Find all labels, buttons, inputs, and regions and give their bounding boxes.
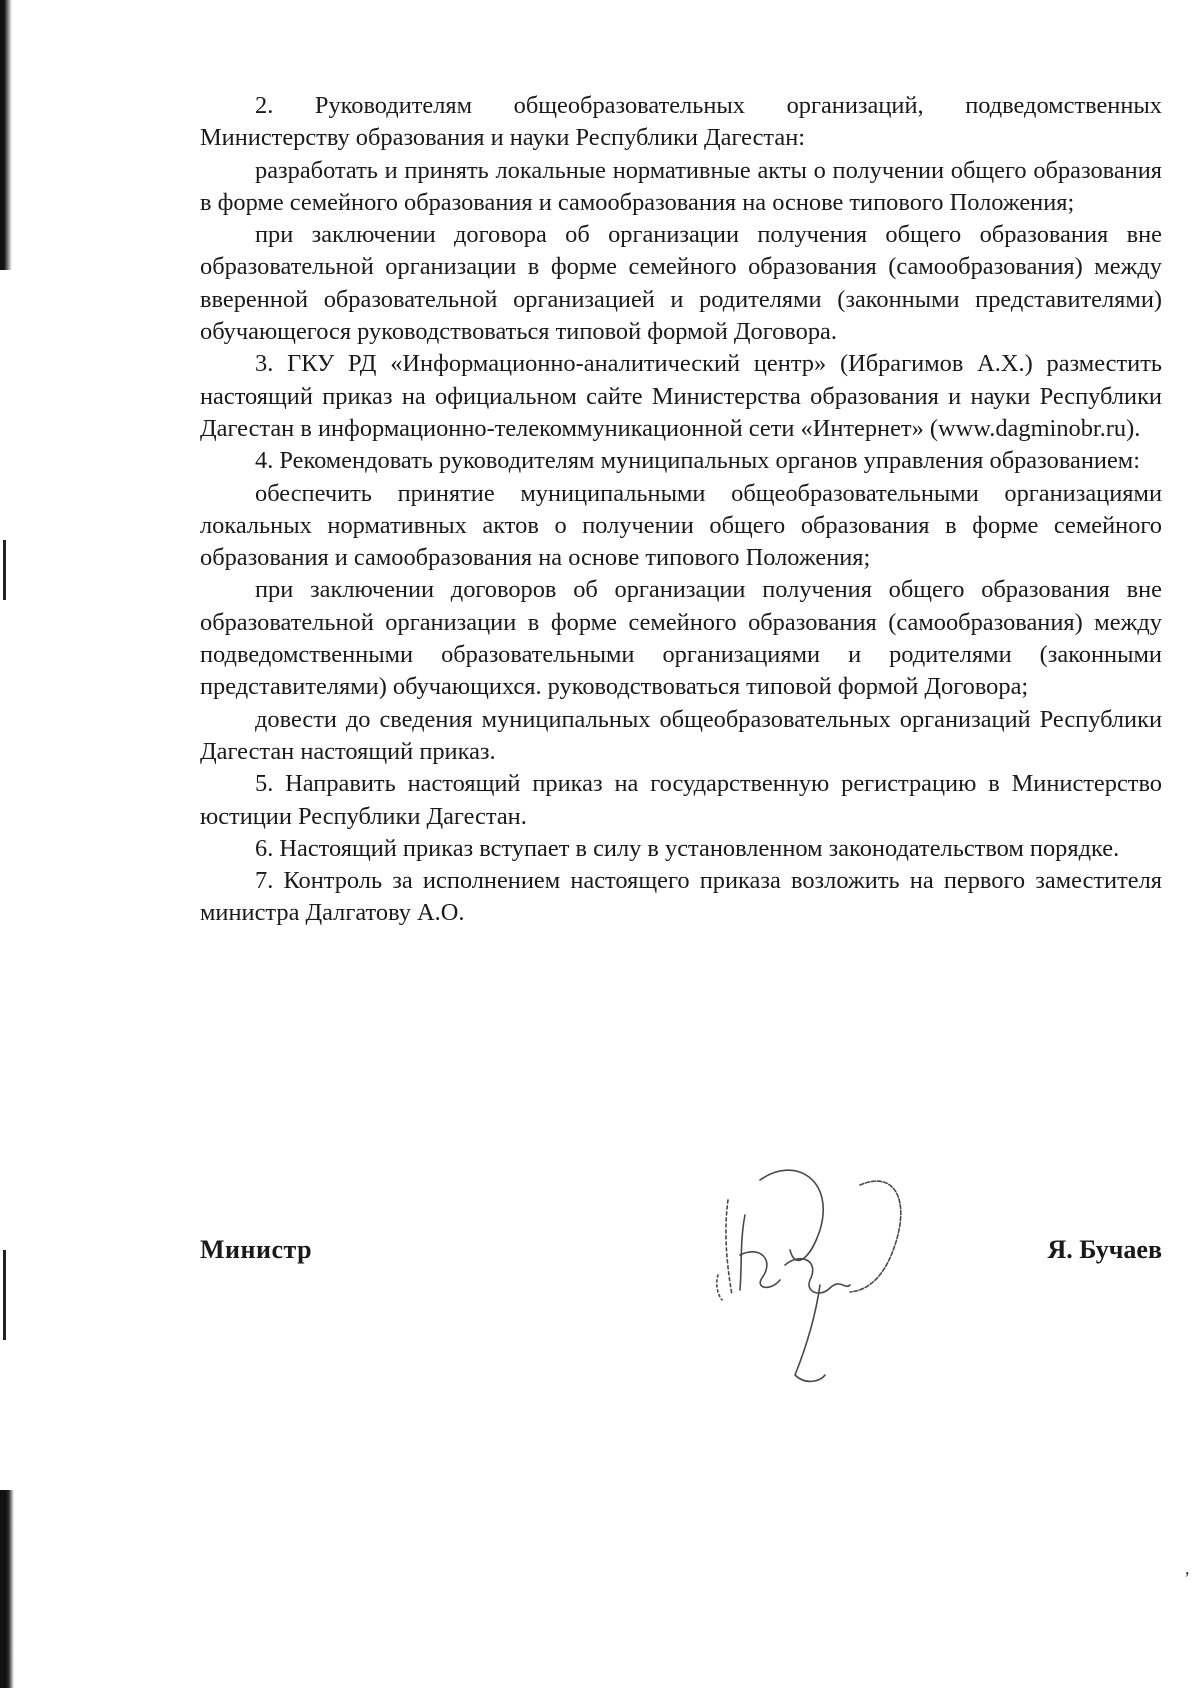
paragraph-inform-schools: довести до сведения муниципальных общеобразовательных организаций Республики Дагестан настоящий приказ. — [200, 705, 1162, 765]
signatory-title: Министр — [200, 1235, 313, 1264]
paragraph-contract-form: при заключении договора об организации получения общего образования вне образовательной организации в форме семейного образования (самообразования) между вверенной образовательной организацией и родителями (законными представителями) обучающегося руководствоваться типовой формой Договора. — [200, 221, 1162, 346]
paragraph-item-7: 7. Контроль за исполнением настоящего приказа возложить на первого заместителя министра Далгатову А.О. — [200, 867, 1162, 927]
paragraph-item-4: 4. Рекомендовать руководителям муниципальных органов управления образованием: — [255, 447, 1140, 475]
paragraph-item-2: 2. Руководителям общеобразовательных организаций, подведомственных Министерству образования и науки Республики Дагестан: — [200, 92, 1162, 152]
paragraph-item-5: 5. Направить настоящий приказ на государственную регистрацию в Министерство юстиции Республики Дагестан. — [200, 770, 1162, 830]
scan-mark — [3, 1250, 6, 1340]
paragraph-ensure-adoption: обеспечить принятие муниципальными общеобразовательными организациями локальных нормативных актов о получении общего образования в форме семейного образования и самообразования на основе типового Положения; — [200, 479, 1162, 572]
scan-artifact: , — [1185, 1558, 1190, 1578]
scan-border-bottom — [0, 1490, 14, 1688]
signature-block — [200, 1235, 1162, 1275]
paragraph-contracts-municipal: при заключении договоров об организации получения общего образования вне образовательной организации в форме семейного образования (самообразования) между подведомственными образовательными организациями и родителями (законными представителями) обучающихся. руководствоваться типовой формой Договора; — [200, 576, 1162, 701]
handwritten-signature-icon — [700, 1160, 930, 1390]
paragraph-item-6: 6. Настоящий приказ вступает в силу в установленном законодательством порядке. — [255, 834, 1120, 862]
document-body — [200, 90, 1162, 930]
scan-mark — [3, 540, 6, 600]
paragraph-develop-acts: разработать и принять локальные нормативные акты о получении общего образования в форме семейного образования и самообразования на основе типового Положения; — [200, 156, 1162, 216]
scan-border-top — [0, 0, 12, 270]
paragraph-item-3: 3. ГКУ РД «Информационно-аналитический центр» (Ибрагимов А.Х.) разместить настоящий приказ на официальном сайте Министерства образования и науки Республики Дагестан в информационно-телекоммуникационной сети «Интернет» (www.dagminobr.ru). — [200, 350, 1162, 442]
signatory-name: Я. Бучаев — [1047, 1235, 1162, 1264]
